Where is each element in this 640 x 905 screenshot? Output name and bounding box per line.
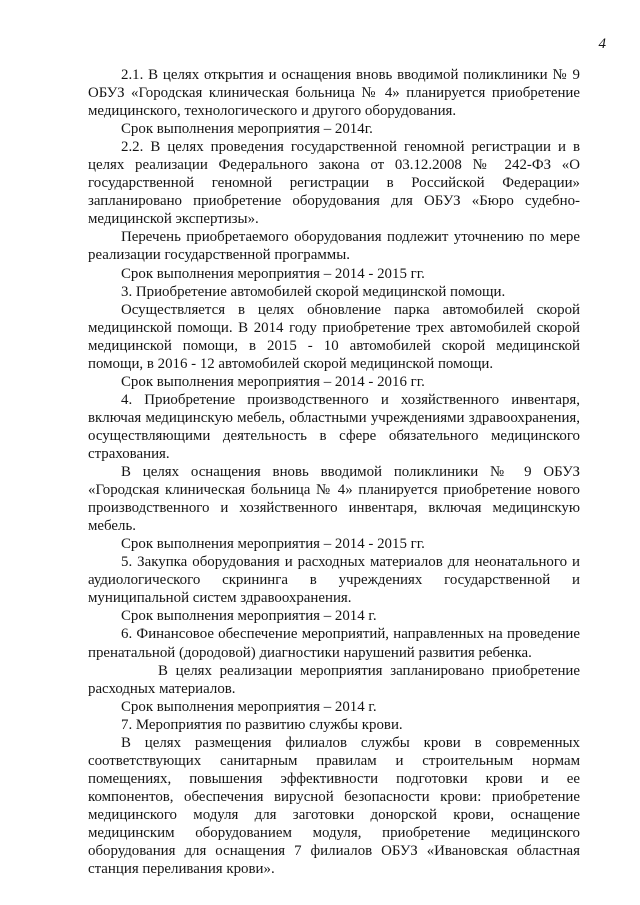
paragraph: Осуществляется в целях обновление парка автомобилей скорой медицинской помощи. В 2014 году приобретение трех автомобилей скорой медицинской помощи, в 2015 - 10 автомобилей скорой медицинской помощи, в 2016 - 12 автомобилей скорой медицинской помощи. <box>88 301 580 372</box>
paragraph: Перечень приобретаемого оборудования подлежит уточнению по мере реализации государственной программы. <box>88 229 580 264</box>
paragraph: 5. Закупка оборудования и расходных материалов для неонатального и аудиологического скрининга в учреждениях государственной и муниципальной систем здравоохранения. <box>88 554 580 607</box>
paragraph: 6. Финансовое обеспечение мероприятий, направленных на проведение пренатальной (дородовой) диагностики нарушений развития ребенка. <box>88 626 580 661</box>
paragraph: 2.2. В целях проведения государственной геномной регистрации и в целях реализации Федерального закона от 03.12.2008 № 242-ФЗ «О государственной геномной регистрации в Российской Федерации» запланировано приобретение оборудования для ОБУЗ «Бюро судебно-медицинской экспертизы». <box>88 139 580 228</box>
paragraph: В целях оснащения вновь вводимой поликлиники № 9 ОБУЗ «Городская клиническая больница № 4» планируется приобретение нового производственного и хозяйственного инвентаря, включая медицинскую мебель. <box>88 464 580 535</box>
paragraph: Срок выполнения мероприятия – 2014 - 2015 гг. <box>121 536 425 553</box>
document-body <box>88 66 580 878</box>
paragraph: Срок выполнения мероприятия – 2014 - 2015 гг. <box>121 265 425 282</box>
paragraph: В целях реализации мероприятия запланировано приобретение расходных материалов. <box>88 662 580 697</box>
paragraph: 2.1. В целях открытия и оснащения вновь вводимой поликлиники № 9 ОБУЗ «Городская клиническая больница № 4» планируется приобретение медицинского, технологического и другого оборудования. <box>88 67 580 120</box>
paragraph: Срок выполнения мероприятия – 2014 г. <box>121 698 377 715</box>
paragraph: Срок выполнения мероприятия – 2014г. <box>121 121 373 138</box>
paragraph: 7. Мероприятия по развитию службы крови. <box>121 716 403 733</box>
paragraph: Срок выполнения мероприятия – 2014 г. <box>121 608 377 625</box>
paragraph: В целях размещения филиалов службы крови в современных соответствующих санитарным правилам и строительным нормам помещениях, повышения эффективности подготовки крови и ее компонентов, обеспечения вирусной безопасности крови: приобретение медицинского модуля для заготовки донорской крови, оснащение медицинским оборудованием модуля, приобретение медицинского оборудования для оснащения 7 филиалов ОБУЗ «Ивановская областная станция переливания крови». <box>88 734 580 878</box>
paragraph: 3. Приобретение автомобилей скорой медицинской помощи. <box>121 283 506 300</box>
paragraph: 4. Приобретение производственного и хозяйственного инвентаря, включая медицинскую мебель, областными учреждениями здравоохранения, осуществляющими деятельность в сфере обязательного медицинского страхования. <box>88 391 580 462</box>
paragraph: Срок выполнения мероприятия – 2014 - 2016 гг. <box>121 373 425 390</box>
page-number: 4 <box>598 36 606 52</box>
